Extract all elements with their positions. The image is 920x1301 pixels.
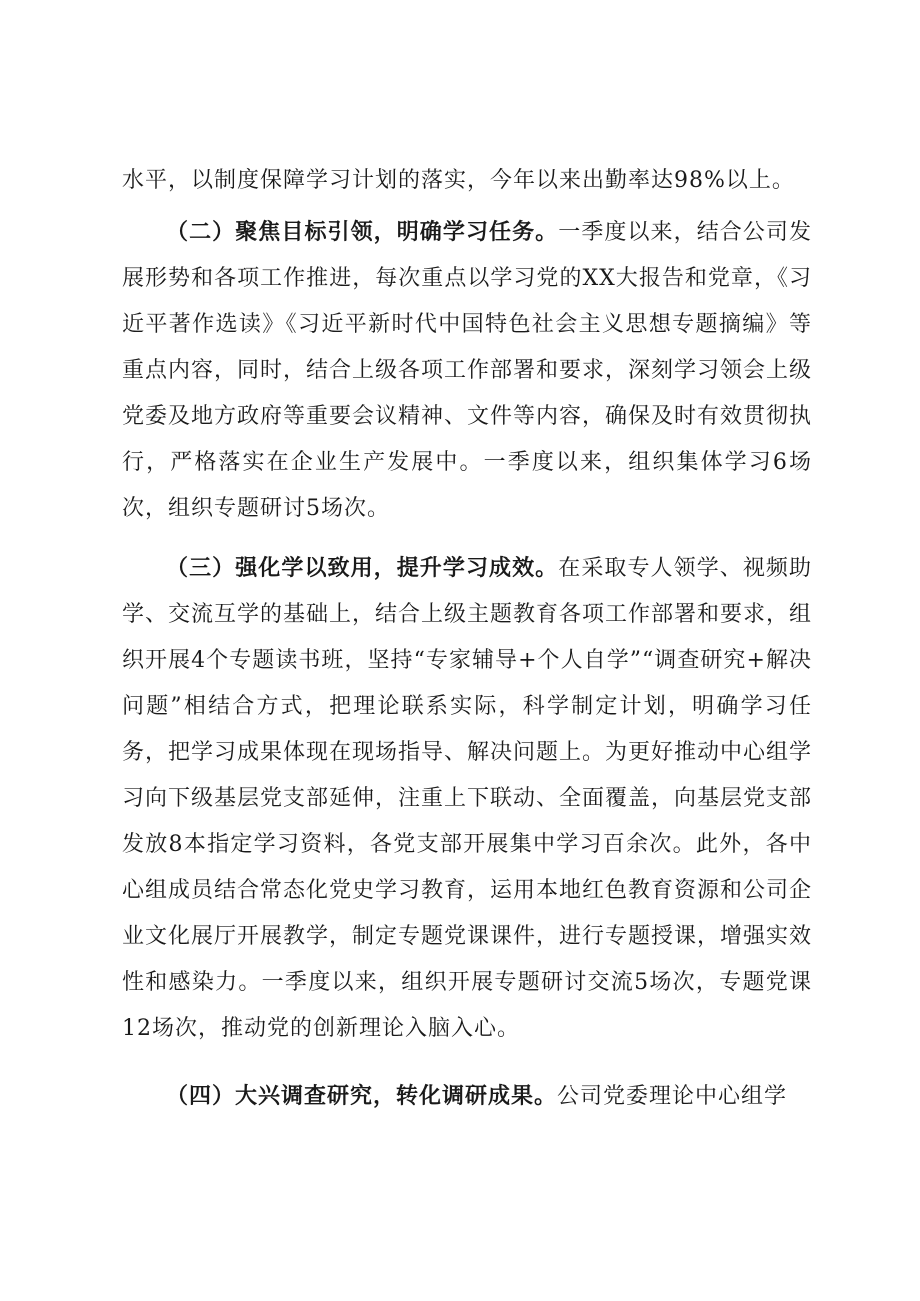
paragraph-text: 水平，以制度保障学习计划的落实，今年以来出勤率达98%以上。 <box>122 168 795 193</box>
section-heading: （三）强化学以致用，提升学习成效。 <box>166 556 559 581</box>
paragraph-text: 在采取专人领学、视频助学、交流互学的基础上，结合上级主题教育各项工作部署和要求，组织开展4个专题读书班，坚持“专家辅导+个人自学”“调查研究+解决问题”相结合方式，把理论联系实际，科学制定计划，明确学习任务，把学习成果体现在现场指导、解决问题上。为更好推动中心组学习向下级基层党支部延伸，注重上下联动、全面覆盖，向基层党支部发放8本指定学习资料，各党支部开展集中学习百余次。此外，各中心组成员结合常态化党史学习教育，运用本地红色教育资源和公司企业文化展厅开展教学，制定专题党课课件，进行专题授课，增强实效性和感染力。一季度以来，组织开展专题研讨交流5场次，专题党课12场次，推动党的创新理论入脑入心。 <box>122 556 813 1041</box>
paragraph-text: 一季度以来，结合公司发展形势和各项工作推进，每次重点以学习党的XX大报告和党章，《习近平著作选读》《习近平新时代中国特色社会主义思想专题摘编》等重点内容，同时，结合上级各项工作部署和要求，深刻学习领会上级党委及地方政府等重要会议精神、文件等内容，确保及时有效贯彻执行，严格落实在企业生产发展中。一季度以来，组织集体学习6场次，组织专题研讨5场次。 <box>122 220 813 521</box>
section-heading: （四）大兴调查研究，转化调研成果。 <box>166 1084 558 1109</box>
paragraph-continuation <box>122 158 812 204</box>
paragraph-section-3 <box>122 546 812 1052</box>
paragraph-section-4 <box>122 1074 812 1120</box>
paragraph-text: 公司党委理论中心组学 <box>557 1084 788 1109</box>
paragraph-section-2 <box>122 210 812 532</box>
section-heading: （二）聚焦目标引领，明确学习任务。 <box>166 220 559 245</box>
